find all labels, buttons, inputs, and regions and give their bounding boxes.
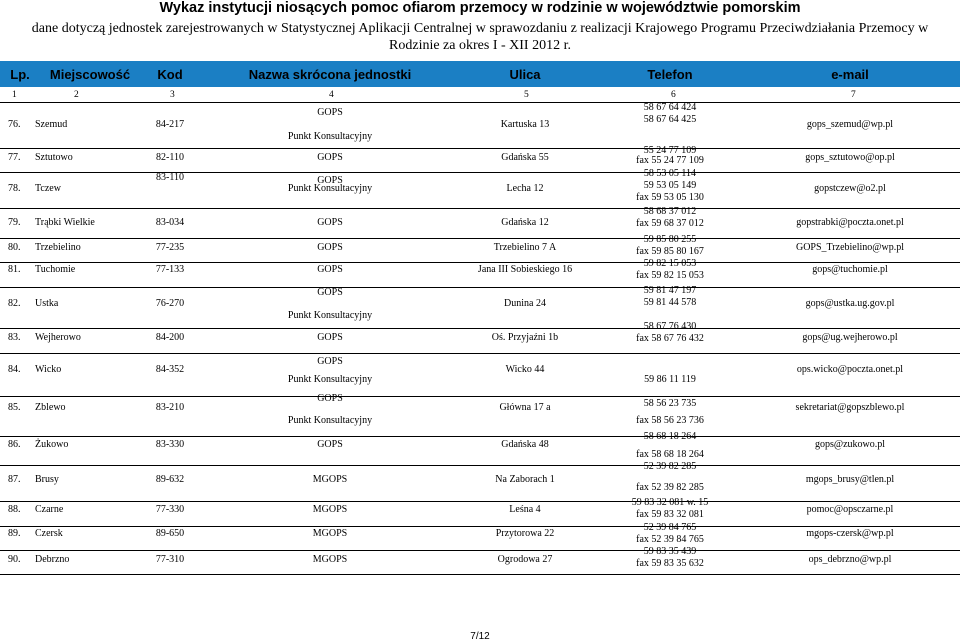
- cell-nazwa: GOPS: [317, 107, 343, 118]
- cell-nazwa: GOPS: [317, 175, 343, 186]
- cell-nazwa: GOPS: [317, 356, 343, 367]
- cell-telefon: 59 83 35 439: [643, 546, 697, 557]
- row-separator: [0, 465, 960, 466]
- cell-nazwa: MGOPS: [312, 474, 348, 485]
- cell-nazwa: Punkt Konsultacyjny: [287, 183, 373, 194]
- cell-nazwa: Punkt Konsultacyjny: [287, 415, 373, 426]
- cell-telefon: fax 58 67 76 432: [636, 333, 704, 344]
- cell-ulica: Przytorowa 22: [495, 528, 555, 539]
- header-ulica: Ulica: [509, 66, 541, 82]
- cell-email: mgops_brusy@tlen.pl: [805, 474, 895, 485]
- cell-nazwa: MGOPS: [312, 554, 348, 565]
- header-nazwa: Nazwa skrócona jednostki: [248, 66, 412, 82]
- cell-ulica: Trzebielino 7 A: [493, 242, 557, 253]
- cell-kod: 89-632: [155, 474, 185, 485]
- cell-email: gops@ug.wejherowo.pl: [802, 332, 898, 343]
- cell-nazwa: GOPS: [317, 217, 343, 228]
- column-number-row: [0, 90, 960, 102]
- cell-lp: 78.: [8, 183, 21, 194]
- cell-nazwa: GOPS: [317, 439, 343, 450]
- cell-nazwa: GOPS: [317, 287, 343, 298]
- cell-kod: 77-310: [155, 554, 185, 565]
- cell-email: pomoc@opsczarne.pl: [806, 504, 894, 515]
- cell-email: gops_szemud@wp.pl: [806, 119, 894, 130]
- cell-telefon: 58 56 23 735: [643, 398, 697, 409]
- row-separator: [0, 550, 960, 551]
- row-separator: [0, 353, 960, 354]
- cell-miejscowosc: Brusy: [35, 474, 59, 485]
- cell-lp: 90.: [8, 554, 21, 565]
- cell-nazwa: MGOPS: [312, 528, 348, 539]
- row-separator: [0, 208, 960, 209]
- row-separator: [0, 102, 960, 103]
- header-email: e-mail: [831, 66, 869, 82]
- cell-email: gopstrabki@poczta.onet.pl: [796, 217, 904, 228]
- cell-miejscowosc: Zblewo: [35, 402, 66, 413]
- cell-kod: 83-034: [155, 217, 185, 228]
- cell-telefon: 58 67 64 424: [643, 102, 697, 113]
- document-subtitle: dane dotyczą jednostek zarejestrowanych w Statystycznej Aplikacji Centralnej w sprawozdaniu z realizacji Krajowego Programu Przeciwdziałania Przemocy w Rodzinie za okres I - XII 2012 r.: [31, 21, 929, 53]
- cell-ulica: Dunina 24: [504, 298, 546, 309]
- cell-ulica: Leśna 4: [509, 504, 541, 515]
- cell-telefon: 52 39 82 285: [643, 461, 697, 472]
- cell-ulica: Główna 17 a: [499, 402, 551, 413]
- cell-nazwa: GOPS: [317, 242, 343, 253]
- cell-email: gops@ustka.ug.gov.pl: [805, 298, 895, 309]
- cell-lp: 86.: [8, 439, 21, 450]
- cell-ulica: Jana III Sobieskiego 16: [477, 264, 573, 275]
- cell-lp: 87.: [8, 474, 21, 485]
- cell-miejscowosc: Czersk: [35, 528, 63, 539]
- column-number: 7: [851, 90, 856, 100]
- cell-miejscowosc: Trąbki Wielkie: [35, 217, 95, 228]
- cell-telefon: fax 59 83 32 081: [636, 509, 704, 520]
- cell-email: gopstczew@o2.pl: [814, 183, 886, 194]
- cell-ulica: Oś. Przyjaźni 1b: [491, 332, 559, 343]
- cell-telefon: 52 39 84 765: [643, 522, 697, 533]
- cell-lp: 77.: [8, 152, 21, 163]
- cell-telefon: 55 24 77 109: [643, 145, 697, 156]
- cell-miejscowosc: Tuchomie: [35, 264, 76, 275]
- column-number: 4: [329, 90, 334, 100]
- cell-miejscowosc: Szemud: [35, 119, 68, 130]
- column-number: 2: [74, 90, 79, 100]
- cell-ulica: Na Zaborach 1: [495, 474, 555, 485]
- header-lp: Lp.: [10, 66, 30, 82]
- row-separator: [0, 396, 960, 397]
- cell-miejscowosc: Czarne: [35, 504, 64, 515]
- cell-telefon: 58 68 18 264: [643, 431, 697, 442]
- cell-miejscowosc: Trzebielino: [35, 242, 81, 253]
- row-separator: [0, 287, 960, 288]
- cell-telefon: 59 85 80 255: [643, 234, 697, 245]
- cell-kod: 89-650: [155, 528, 185, 539]
- row-separator: [0, 436, 960, 437]
- cell-telefon: 58 67 76 430: [643, 321, 697, 332]
- row-separator: [0, 501, 960, 502]
- cell-kod: 77-235: [155, 242, 185, 253]
- cell-ulica: Gdańska 12: [501, 217, 549, 228]
- cell-telefon: fax 59 85 80 167: [636, 246, 704, 257]
- table-header: [0, 61, 960, 87]
- cell-email: gops@tuchomie.pl: [812, 264, 888, 275]
- cell-ulica: Gdańska 55: [501, 152, 549, 163]
- cell-miejscowosc: Żukowo: [35, 439, 69, 450]
- column-number: 3: [170, 90, 175, 100]
- header-kod: Kod: [157, 66, 183, 82]
- cell-telefon: fax 59 83 35 632: [636, 558, 704, 569]
- cell-telefon: fax 55 24 77 109: [636, 155, 704, 166]
- cell-telefon: 59 82 15 053: [643, 258, 697, 269]
- cell-email: GOPS_Trzebielino@wp.pl: [795, 242, 904, 253]
- cell-email: mgops-czersk@wp.pl: [806, 528, 894, 539]
- cell-nazwa: GOPS: [317, 393, 343, 404]
- cell-nazwa: GOPS: [317, 152, 343, 163]
- column-number: 6: [671, 90, 676, 100]
- page-number: 7/12: [470, 631, 490, 642]
- cell-ulica: Ogrodowa 27: [497, 554, 553, 565]
- cell-lp: 81.: [8, 264, 21, 275]
- cell-telefon: fax 58 56 23 736: [636, 415, 704, 426]
- cell-telefon: fax 58 68 18 264: [636, 449, 704, 460]
- cell-email: gops@zukowo.pl: [814, 439, 886, 450]
- cell-lp: 80.: [8, 242, 21, 253]
- cell-kod: 84-352: [155, 364, 185, 375]
- cell-email: sekretariat@gopszblewo.pl: [795, 402, 905, 413]
- cell-lp: 83.: [8, 332, 21, 343]
- cell-miejscowosc: Debrzno: [35, 554, 70, 565]
- header-miejscowosc: Miejscowość: [49, 66, 131, 82]
- cell-email: ops_debrzno@wp.pl: [808, 554, 892, 565]
- cell-telefon: fax 59 82 15 053: [636, 270, 704, 281]
- cell-kod: 76-270: [155, 298, 185, 309]
- header-telefon: Telefon: [647, 66, 693, 82]
- row-separator: [0, 574, 960, 575]
- cell-miejscowosc: Tczew: [35, 183, 61, 194]
- cell-telefon: 58 53 05 114: [643, 168, 697, 179]
- cell-miejscowosc: Sztutowo: [35, 152, 73, 163]
- row-separator: [0, 328, 960, 329]
- cell-ulica: Lecha 12: [506, 183, 544, 194]
- cell-telefon: 59 86 11 119: [644, 374, 696, 385]
- cell-nazwa: Punkt Konsultacyjny: [287, 374, 373, 385]
- cell-kod: 83-330: [155, 439, 185, 450]
- column-number: 5: [524, 90, 529, 100]
- cell-nazwa: Punkt Konsultacyjny: [287, 131, 373, 142]
- cell-telefon: fax 59 68 37 012: [636, 218, 704, 229]
- cell-telefon: fax 52 39 82 285: [636, 482, 704, 493]
- row-separator: [0, 526, 960, 527]
- cell-telefon: 59 53 05 149: [643, 180, 697, 191]
- cell-kod: 83-210: [155, 402, 185, 413]
- cell-ulica: Kartuska 13: [500, 119, 550, 130]
- cell-telefon: fax 59 53 05 130: [636, 192, 704, 203]
- cell-telefon: 59 83 32 081 w. 15: [631, 497, 709, 508]
- cell-kod: 84-217: [155, 119, 185, 130]
- cell-telefon: 59 81 47 197: [643, 285, 697, 296]
- cell-lp: 84.: [8, 364, 21, 375]
- cell-telefon: fax 52 39 84 765: [636, 534, 704, 545]
- cell-lp: 79.: [8, 217, 21, 228]
- cell-nazwa: MGOPS: [312, 504, 348, 515]
- cell-telefon: 58 67 64 425: [643, 114, 697, 125]
- document-title: Wykaz instytucji niosących pomoc ofiarom przemocy w rodzinie w województwie pomorskim: [159, 0, 801, 16]
- cell-lp: 89.: [8, 528, 21, 539]
- cell-ulica: Gdańska 48: [501, 439, 549, 450]
- row-separator: [0, 262, 960, 263]
- cell-kod: 84-200: [155, 332, 185, 343]
- column-number: 1: [12, 90, 17, 100]
- cell-ulica: Wicko 44: [505, 364, 545, 375]
- cell-lp: 76.: [8, 119, 21, 130]
- cell-nazwa: GOPS: [317, 264, 343, 275]
- row-separator: [0, 238, 960, 239]
- cell-kod: 83-110: [156, 172, 184, 183]
- cell-miejscowosc: Wicko: [35, 364, 62, 375]
- cell-miejscowosc: Ustka: [35, 298, 59, 309]
- cell-kod: 77-330: [155, 504, 185, 515]
- cell-telefon: 58 68 37 012: [643, 206, 697, 217]
- row-separator: [0, 148, 960, 149]
- cell-telefon: 59 81 44 578: [643, 297, 697, 308]
- cell-kod: 77-133: [155, 264, 185, 275]
- cell-miejscowosc: Wejherowo: [35, 332, 81, 343]
- cell-email: gops_sztutowo@op.pl: [805, 152, 895, 163]
- cell-lp: 82.: [8, 298, 21, 309]
- cell-lp: 85.: [8, 402, 21, 413]
- cell-email: ops.wicko@poczta.onet.pl: [796, 364, 904, 375]
- cell-nazwa: GOPS: [317, 332, 343, 343]
- cell-lp: 88.: [8, 504, 21, 515]
- cell-nazwa: Punkt Konsultacyjny: [287, 310, 373, 321]
- cell-kod: 82-110: [156, 152, 184, 163]
